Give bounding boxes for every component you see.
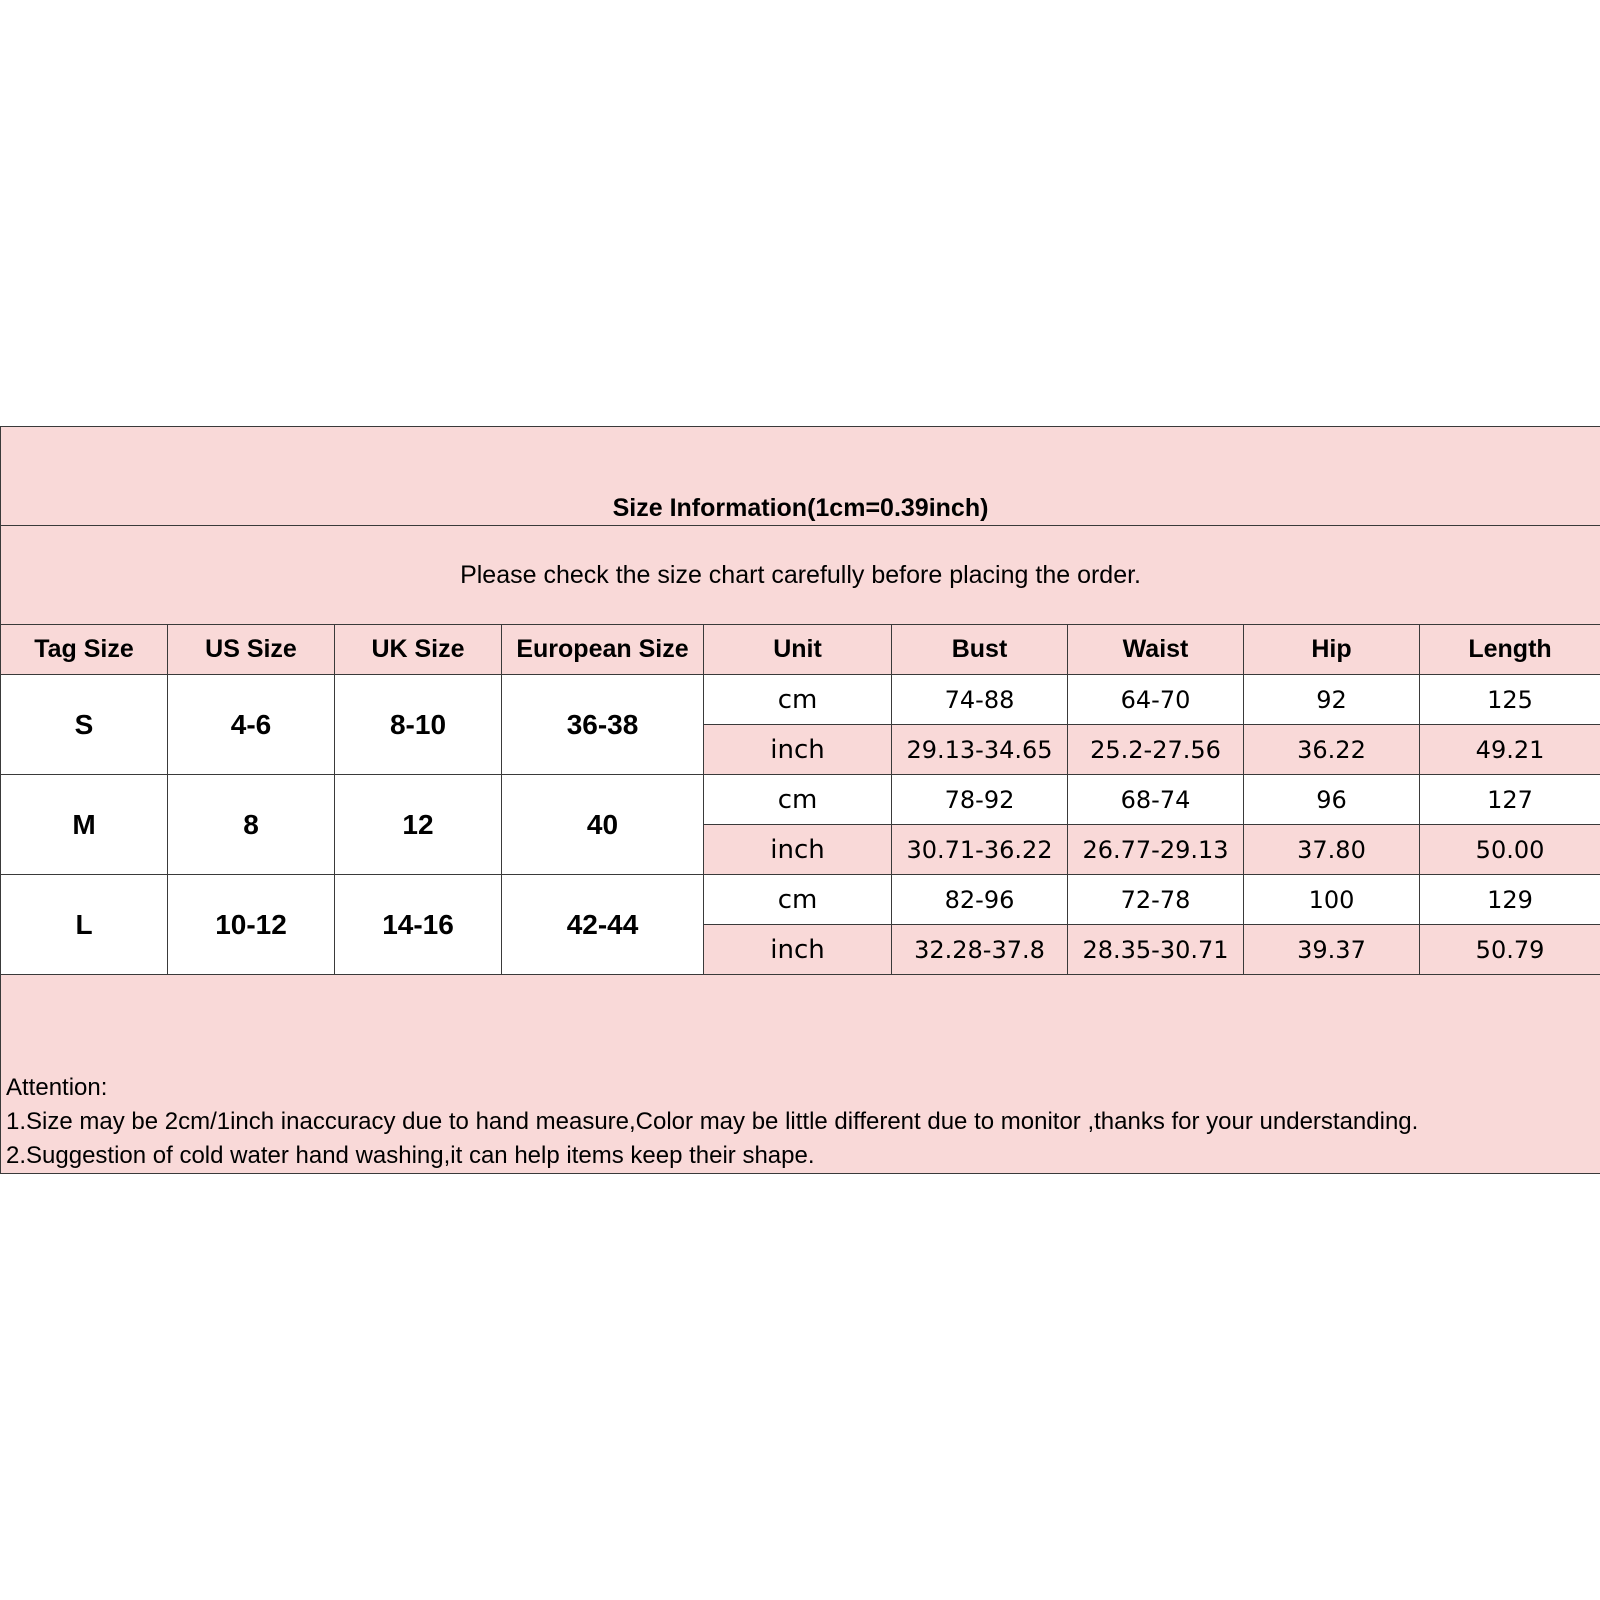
- bust-cell: 29.13-34.65: [892, 725, 1068, 775]
- waist-cell: 72-78: [1068, 875, 1244, 925]
- european-size-cell: 36-38: [502, 675, 704, 775]
- attention-heading: Attention:: [6, 1074, 108, 1101]
- us-size-cell: 8: [168, 775, 335, 875]
- uk-size-cell: 12: [335, 775, 502, 875]
- hip-cell: 92: [1244, 675, 1420, 725]
- column-header-hip: Hip: [1244, 625, 1420, 675]
- uk-size-cell: 14-16: [335, 875, 502, 975]
- column-header-european-size: European Size: [502, 625, 704, 675]
- hip-cell: 100: [1244, 875, 1420, 925]
- bust-cell: 32.28-37.8: [892, 925, 1068, 975]
- hip-cell: 37.80: [1244, 825, 1420, 875]
- unit-cell: cm: [704, 775, 892, 825]
- column-header-tag-size: Tag Size: [1, 625, 168, 675]
- column-header-us-size: US Size: [168, 625, 335, 675]
- waist-cell: 64-70: [1068, 675, 1244, 725]
- tag-size-cell: S: [1, 675, 168, 775]
- length-cell: 49.21: [1420, 725, 1600, 775]
- table-row: [1, 675, 1600, 725]
- chart-subtitle: Please check the size chart carefully before placing the order.: [1, 526, 1600, 625]
- unit-cell: cm: [704, 675, 892, 725]
- unit-cell: cm: [704, 875, 892, 925]
- attention-note: 2.Suggestion of cold water hand washing,it can help items keep their shape.: [6, 1142, 815, 1169]
- attention-section: [1, 975, 1600, 1174]
- table-row: [1, 775, 1600, 825]
- size-chart-table: [0, 426, 1600, 1174]
- waist-cell: 68-74: [1068, 775, 1244, 825]
- us-size-cell: 10-12: [168, 875, 335, 975]
- waist-cell: 26.77-29.13: [1068, 825, 1244, 875]
- length-cell: 129: [1420, 875, 1600, 925]
- bust-cell: 74-88: [892, 675, 1068, 725]
- length-cell: 127: [1420, 775, 1600, 825]
- unit-cell: inch: [704, 825, 892, 875]
- hip-cell: 36.22: [1244, 725, 1420, 775]
- waist-cell: 25.2-27.56: [1068, 725, 1244, 775]
- column-header-waist: Waist: [1068, 625, 1244, 675]
- bust-cell: 30.71-36.22: [892, 825, 1068, 875]
- bust-cell: 78-92: [892, 775, 1068, 825]
- length-cell: 125: [1420, 675, 1600, 725]
- column-header-length: Length: [1420, 625, 1600, 675]
- column-header-uk-size: UK Size: [335, 625, 502, 675]
- attention-note: 1.Size may be 2cm/1inch inaccuracy due to hand measure,Color may be little different due to monitor ,thanks for your understanding.: [6, 1108, 1419, 1135]
- uk-size-cell: 8-10: [335, 675, 502, 775]
- header-row: [1, 625, 1600, 675]
- length-cell: 50.00: [1420, 825, 1600, 875]
- unit-cell: inch: [704, 925, 892, 975]
- chart-title: Size Information(1cm=0.39inch): [1, 427, 1600, 526]
- column-header-bust: Bust: [892, 625, 1068, 675]
- column-header-unit: Unit: [704, 625, 892, 675]
- length-cell: 50.79: [1420, 925, 1600, 975]
- hip-cell: 96: [1244, 775, 1420, 825]
- table-row: [1, 875, 1600, 925]
- european-size-cell: 40: [502, 775, 704, 875]
- waist-cell: 28.35-30.71: [1068, 925, 1244, 975]
- bust-cell: 82-96: [892, 875, 1068, 925]
- unit-cell: inch: [704, 725, 892, 775]
- tag-size-cell: M: [1, 775, 168, 875]
- tag-size-cell: L: [1, 875, 168, 975]
- european-size-cell: 42-44: [502, 875, 704, 975]
- us-size-cell: 4-6: [168, 675, 335, 775]
- hip-cell: 39.37: [1244, 925, 1420, 975]
